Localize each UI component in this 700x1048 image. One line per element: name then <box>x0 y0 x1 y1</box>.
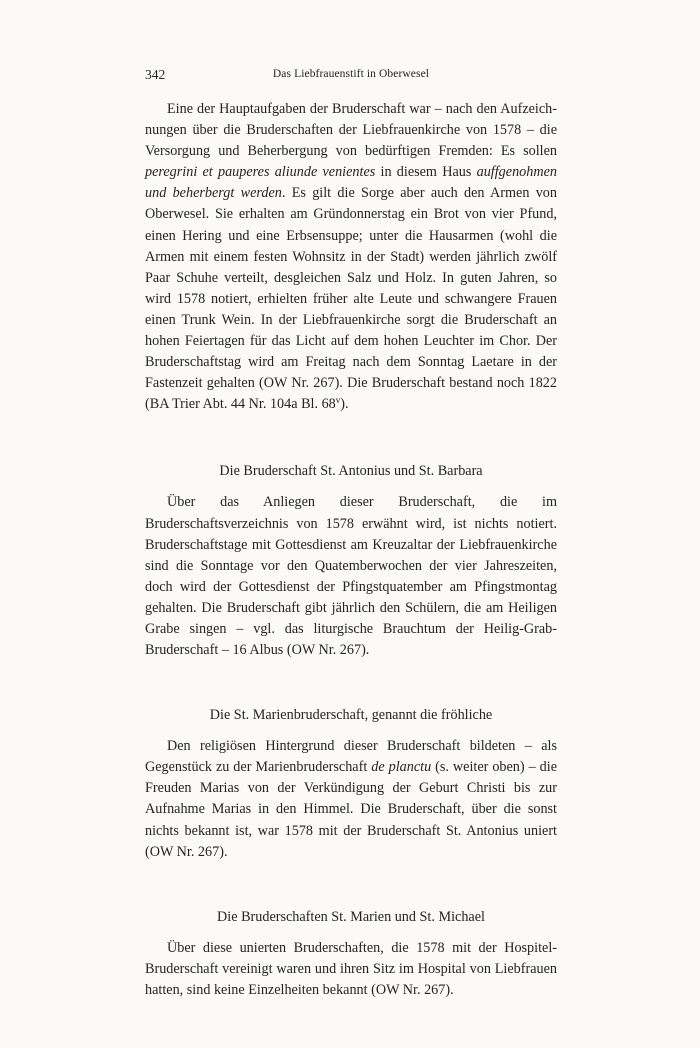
running-title: Das Liebfrauenstift in Oberwesel <box>272 68 430 80</box>
body-text <box>145 99 557 1001</box>
intro-text-3: . Es gilt die Sorge aber auch den Armen von Oberwesel. Sie erhalten am Gründonnerstag ein Brot von vier Pfund, einen Hering und eine Erbsensuppe; unter die Hausarmen (wohl die Armen mit einem festen Wohnsitz in der Stadt) werden jährlich zwölf Paar Schuhe verteilt, desgleichen Salz und Holz. In guten Jahren, so wird 1578 notiert, erhielten früher alte Leute und schwangere Frauen einen Trunk Wein. In der Liebfrauenkirche sorgt die Bruderschaft an hohen Feiertagen für das Licht auf dem hohen Leuchter im Chor. Der Bruderschaftstag wird am Freitag nach dem Sonntag Laetare in der Fastenzeit gehalten (OW Nr. 267). Die Bruderschaft bestand noch 1822 (BA Trier Abt. 44 Nr. 104a Bl. 68 <box>145 185 557 413</box>
page-header <box>145 67 557 87</box>
folio-verso-superscript: v <box>335 395 341 406</box>
section-paragraph-antonius-barbara: Über das Anliegen dieser Bruderschaft, die im Bruderschaftsverzeichnis von 1578 erwähnt wird, ist nichts notiert. Bruderschaftstage mit Gottesdienst am Kreuzaltar der Liebfrauenkirche sind die Sonntage vor den Quatemberwochen der vier Jahreszeiten, doch wird der Gottesdienst der Pfingstquatember am Pfingstmontag gehalten. Die Bruderschaft gibt jährlich den Schülern, die am Heiligen Grabe singen – vgl. das liturgische Brauchtum der Heilig-Grab-Bruderschaft – 16 Albus (OW Nr. 267). <box>145 494 557 659</box>
section-heading-marien-michael: Die Bruderschaften St. Marien und St. Michael <box>217 908 485 925</box>
marien-text-2: (s. weiter oben) – die Freuden Marias von der Verkündigung der Geburt Christi bis zur Aufnahme Marias in den Himmel. Die Bruderschaft, über die sonst nichts bekannt ist, war 1578 mit der Bruderschaft St. Antonius uniert (OW Nr. 267). <box>145 759 557 860</box>
intro-text-4: ). <box>340 396 349 413</box>
german-quote: auffgenohmen und beherbergt werden <box>145 164 557 202</box>
de-planctu: de planctu <box>371 759 432 776</box>
page-number: 342 <box>145 67 166 82</box>
section-heading-marienbruderschaft: Die St. Marienbruderschaft, genannt die fröhliche <box>209 707 493 724</box>
intro-text-2: in diesem Haus <box>375 164 477 181</box>
intro-text-1: Eine der Hauptaufgaben der Bruderschaft war – nach den Aufzeichnungen über die Bruderschaften der Liebfrauenkirche von 1578 – die Versorgung und Beherbergung von bedürftigen Fremden: Es sollen <box>145 101 557 160</box>
latin-quote: peregrini et pauperes aliunde venientes <box>145 164 376 181</box>
section-paragraph-marien-michael: Über diese unierten Bruderschaften, die 1578 mit der Hospitel-Bruderschaft vereinigt waren und ihren Sitz im Hospital von Liebfrauen hatten, sind keine Einzelheiten bekannt (OW Nr. 267). <box>145 939 557 998</box>
section-paragraph-marienbruderschaft <box>145 736 557 863</box>
marien-text-1: Den religiösen Hintergrund dieser Bruderschaft bildeten – als Gegenstück zu der Marienbruderschaft <box>145 738 557 776</box>
section-heading-antonius-barbara: Die Bruderschaft St. Antonius und St. Barbara <box>219 463 483 480</box>
intro-paragraph <box>145 99 557 415</box>
